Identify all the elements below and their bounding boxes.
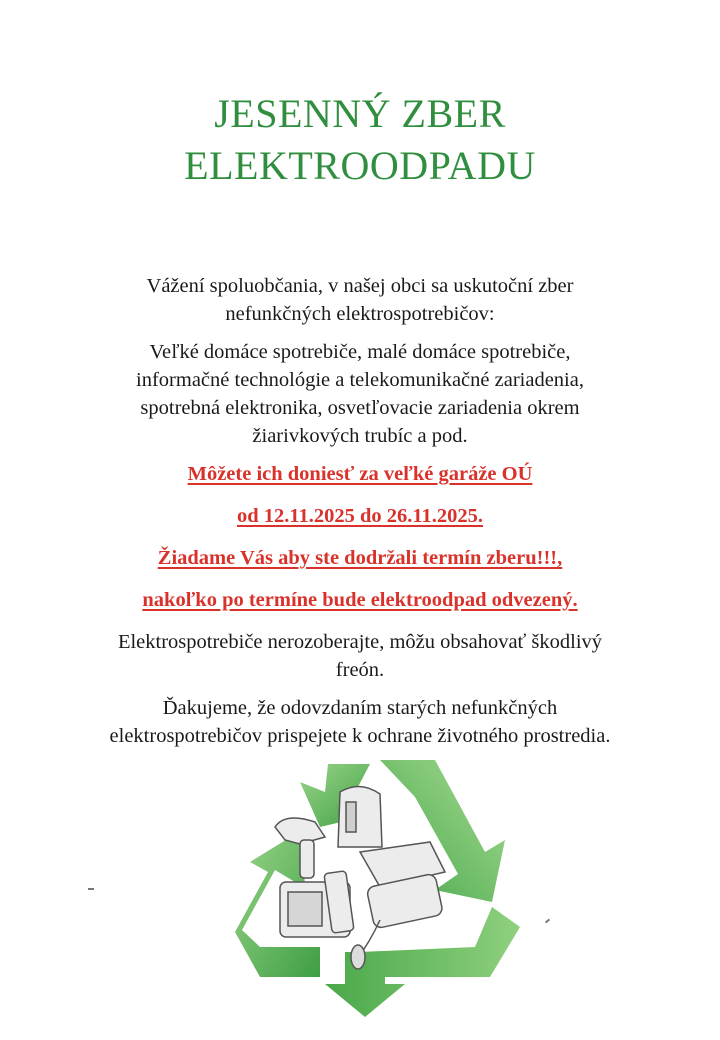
- warning-line: freón.: [335, 659, 385, 681]
- title-line-2: ELEKTROODPADU: [184, 143, 536, 188]
- pickup-notice: nakoľko po termíne bude elektroodpad odvezený.: [142, 589, 578, 611]
- flyer-body: [70, 272, 650, 760]
- categories-line: žiarivkových trubíc a pod.: [252, 425, 468, 447]
- intro-paragraph: [70, 272, 650, 328]
- thanks-line: Ďakujeme, že odovzdaním starých nefunkčných: [162, 697, 558, 719]
- deadline-request: Žiadame Vás aby ste dodržali termín zberu!!!,: [157, 547, 563, 569]
- collection-dates: od 12.11.2025 do 26.11.2025.: [236, 505, 484, 527]
- warning-line: Elektrospotrebiče nerozoberajte, môžu obsahovať škodlivý: [117, 631, 603, 653]
- categories-line: spotrebná elektronika, osvetľovacie zariadenia okrem: [140, 397, 580, 419]
- scan-speck: [88, 888, 94, 890]
- title-line-1: JESENNÝ ZBER: [214, 91, 506, 136]
- categories-line: informačné technológie a telekomunikačné zariadenia,: [136, 369, 584, 391]
- dropoff-location: Môžete ich doniesť za veľké garáže OÚ: [187, 463, 533, 485]
- categories-paragraph: [70, 338, 650, 450]
- recycle-appliances-icon: [230, 752, 550, 1032]
- categories-line: Veľké domáce spotrebiče, malé domáce spotrebiče,: [149, 341, 571, 363]
- thanks-paragraph: [70, 694, 650, 750]
- intro-line: nefunkčných elektrospotrebičov:: [225, 303, 495, 325]
- intro-line: Vážení spoluobčania, v našej obci sa uskutoční zber: [146, 275, 574, 297]
- flyer-title: [0, 88, 720, 192]
- thanks-line: elektrospotrebičov prispejete k ochrane životného prostredia.: [109, 725, 611, 747]
- warning-paragraph: [70, 628, 650, 684]
